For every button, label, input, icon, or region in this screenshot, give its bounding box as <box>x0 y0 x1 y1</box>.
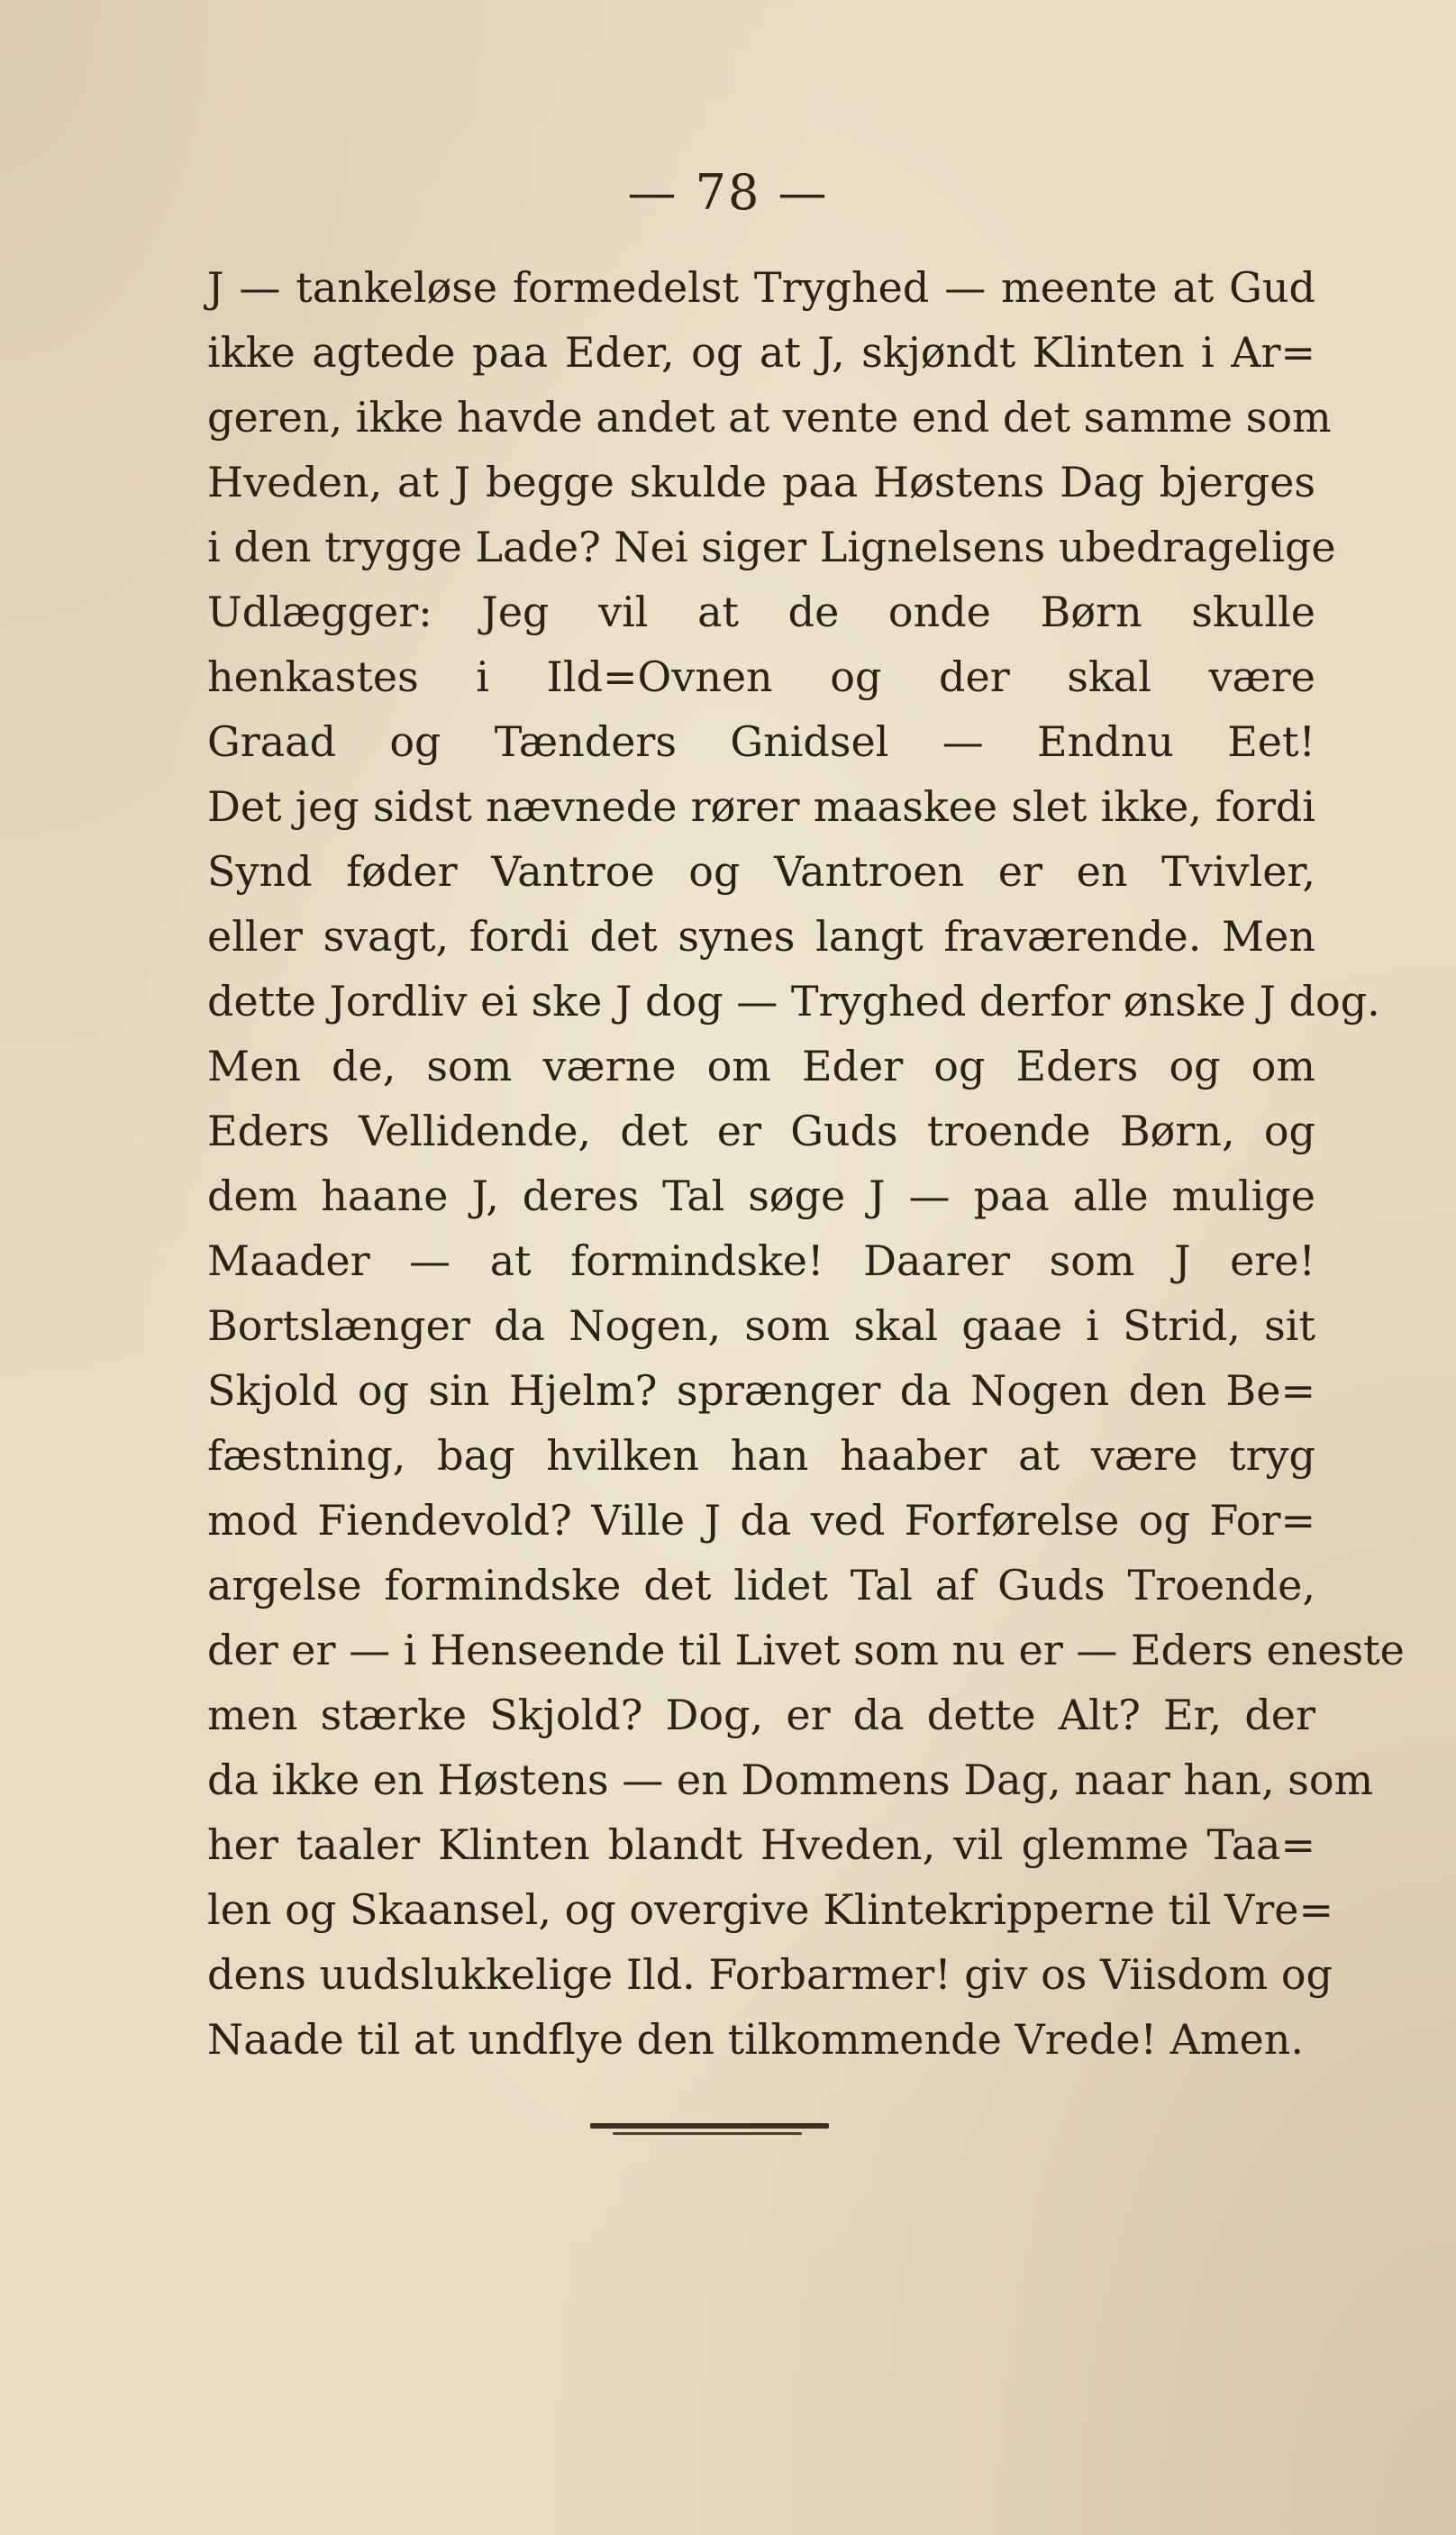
text-line: i den trygge Lade? Nei siger Lignelsens ubedragelige <box>207 523 1336 571</box>
text-line: Udlægger: Jeg vil at de onde Børn skulle <box>207 588 1315 636</box>
text-line: Skjold og sin Hjelm? sprænger da Nogen den Be= <box>207 1366 1315 1415</box>
text-line: Men de, som værne om Eder og Eders og om <box>207 1042 1315 1090</box>
text-line: dens uudslukkelige Ild. Forbarmer! giv os Viisdom og <box>207 1950 1333 1999</box>
text-line: Graad og Tænders Gnidsel — Endnu Eet! <box>207 717 1315 766</box>
text-line: da ikke en Høstens — en Dommens Dag, naar han, som <box>207 1755 1374 1804</box>
text-line: eller svagt, fordi det synes langt fraværende. Men <box>207 912 1315 961</box>
text-line: Maader — at formindske! Daarer som J ere! <box>207 1236 1315 1285</box>
text-line: Hveden, at J begge skulde paa Høstens Dag bjerges <box>207 458 1315 506</box>
text-line: Det jeg sidst nævnede rører maaskee slet ikke, fordi <box>207 782 1315 831</box>
text-line: ikke agtede paa Eder, og at J, skjøndt Klinten i Ar= <box>207 328 1315 377</box>
text-line: men stærke Skjold? Dog, er da dette Alt? Er, der <box>207 1691 1315 1739</box>
text-line: der er — i Henseende til Livet som nu er — Eders eneste <box>207 1626 1405 1674</box>
text-line: geren, ikke havde andet at vente end det samme som <box>207 393 1332 442</box>
text-line: dem haane J, deres Tal søge J — paa alle mulige <box>207 1172 1315 1220</box>
page-number: — 78 — <box>627 164 829 221</box>
text-line: henkastes i Ild=Ovnen og der skal være <box>207 652 1315 701</box>
text-line: Bortslænger da Nogen, som skal gaae i Strid, sit <box>207 1301 1315 1350</box>
text-line: Eders Vellidende, det er Guds troende Børn, og <box>207 1107 1315 1155</box>
text-line: argelse formindske det lidet Tal af Guds Troende, <box>207 1561 1315 1609</box>
text-line-last: Naade til at undflye den tilkommende Vrede! Amen. <box>207 2015 1304 2064</box>
ornamental-rule-underline <box>613 2132 802 2135</box>
text-line: fæstning, bag hvilken han haaber at være tryg <box>207 1431 1315 1480</box>
text-line: J — tankeløse formedelst Tryghed — meente at Gud <box>207 263 1315 312</box>
text-line: dette Jordliv ei ske J dog — Tryghed derfor ønske J dog. <box>207 977 1380 1026</box>
text-line: mod Fiendevold? Ville J da ved Forførelse og For= <box>207 1496 1315 1545</box>
text-line: Synd føder Vantroe og Vantroen er en Tvivler, <box>207 847 1315 896</box>
text-line: len og Skaansel, og overgive Klintekripperne til Vre= <box>207 1885 1334 1934</box>
text-line: her taaler Klinten blandt Hveden, vil glemme Taa= <box>207 1820 1315 1869</box>
ornamental-rule <box>590 2123 829 2129</box>
body-text <box>207 255 1405 2072</box>
